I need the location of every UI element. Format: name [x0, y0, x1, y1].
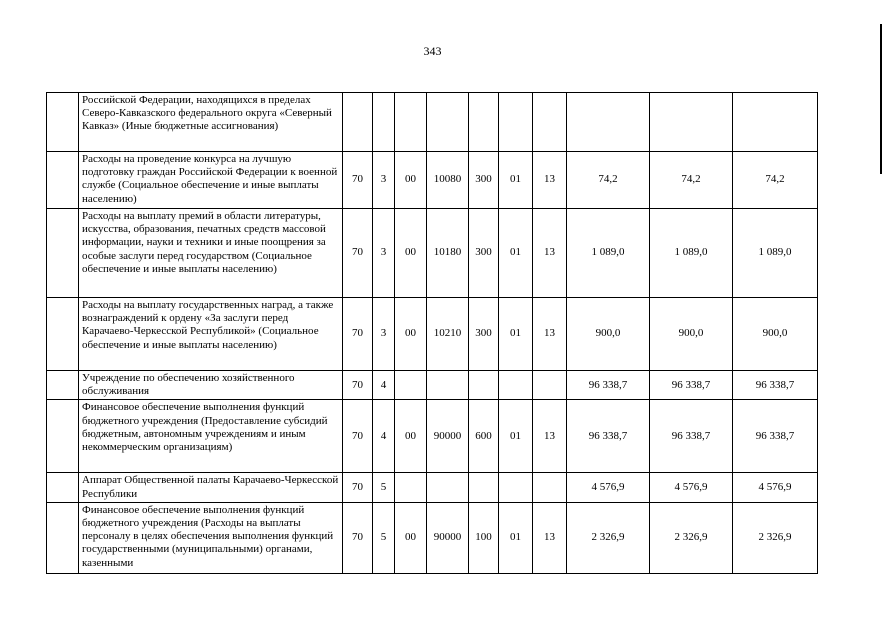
- amount-cell-v2: 96 338,7: [650, 371, 733, 400]
- row-name-cell: Финансовое обеспечение выполнения функций бюджетного учреждения (Расходы на выплаты персоналу в целях обеспечения выполнения функций государственными (муниципальными) органами, казенными: [79, 502, 343, 573]
- amount-cell-v2: [650, 93, 733, 152]
- row-number-cell: [47, 298, 79, 371]
- code-cell-c7: 13: [533, 400, 567, 473]
- amount-cell-v1: [567, 93, 650, 152]
- code-cell-c2: 3: [373, 152, 395, 209]
- code-cell-c1: 70: [343, 209, 373, 298]
- code-cell-c4: 90000: [427, 400, 469, 473]
- code-cell-c7: 13: [533, 502, 567, 573]
- amount-cell-v1: 96 338,7: [567, 400, 650, 473]
- code-cell-c6: 01: [499, 152, 533, 209]
- table-row: [47, 152, 818, 209]
- row-name-cell: Аппарат Общественной палаты Карачаево-Черкесской Республики: [79, 473, 343, 502]
- table-row: [47, 371, 818, 400]
- code-cell-c1: 70: [343, 152, 373, 209]
- row-number-cell: [47, 152, 79, 209]
- code-cell-c3: 00: [395, 152, 427, 209]
- amount-cell-v3: 4 576,9: [733, 473, 818, 502]
- code-cell-c5: 300: [469, 209, 499, 298]
- scan-edge-line: [880, 24, 882, 174]
- amount-cell-v1: 2 326,9: [567, 502, 650, 573]
- code-cell-c2: 4: [373, 400, 395, 473]
- table-row: [47, 298, 818, 371]
- amount-cell-v3: 96 338,7: [733, 371, 818, 400]
- code-cell-c2: [373, 93, 395, 152]
- code-cell-c5: [469, 371, 499, 400]
- amount-cell-v3: 900,0: [733, 298, 818, 371]
- code-cell-c3: [395, 473, 427, 502]
- code-cell-c7: 13: [533, 298, 567, 371]
- code-cell-c7: 13: [533, 152, 567, 209]
- row-number-cell: [47, 93, 79, 152]
- code-cell-c1: 70: [343, 473, 373, 502]
- code-cell-c7: 13: [533, 209, 567, 298]
- amount-cell-v2: 1 089,0: [650, 209, 733, 298]
- row-name-cell: Российской Федерации, находящихся в пределах Северо-Кавказского федерального округа «Северный Кавказ» (Иные бюджетные ассигнования): [79, 93, 343, 152]
- code-cell-c6: 01: [499, 400, 533, 473]
- table-row: [47, 502, 818, 573]
- amount-cell-v3: 74,2: [733, 152, 818, 209]
- code-cell-c3: 00: [395, 502, 427, 573]
- code-cell-c4: 10210: [427, 298, 469, 371]
- code-cell-c5: [469, 93, 499, 152]
- code-cell-c7: [533, 473, 567, 502]
- amount-cell-v1: 900,0: [567, 298, 650, 371]
- row-name-cell: Расходы на выплату государственных наград, а также вознаграждений к ордену «За заслуги перед Карачаево-Черкесской Республикой» (Социальное обеспечение и иные выплаты населению): [79, 298, 343, 371]
- row-name-cell: Расходы на выплату премий в области литературы, искусства, образования, печатных средств массовой информации, науки и техники и иные поощрения за особые заслуги перед государством (Социальное обеспечение и иные выплаты населению): [79, 209, 343, 298]
- amount-cell-v3: 1 089,0: [733, 209, 818, 298]
- code-cell-c6: 01: [499, 298, 533, 371]
- row-number-cell: [47, 400, 79, 473]
- row-number-cell: [47, 502, 79, 573]
- code-cell-c2: 5: [373, 502, 395, 573]
- code-cell-c6: [499, 371, 533, 400]
- code-cell-c3: [395, 93, 427, 152]
- amount-cell-v1: 4 576,9: [567, 473, 650, 502]
- code-cell-c5: 300: [469, 152, 499, 209]
- table-row: [47, 93, 818, 152]
- amount-cell-v2: 74,2: [650, 152, 733, 209]
- row-number-cell: [47, 209, 79, 298]
- code-cell-c5: 100: [469, 502, 499, 573]
- table-row: [47, 400, 818, 473]
- code-cell-c3: 00: [395, 400, 427, 473]
- code-cell-c2: 5: [373, 473, 395, 502]
- code-cell-c2: 3: [373, 298, 395, 371]
- code-cell-c4: [427, 473, 469, 502]
- code-cell-c7: [533, 371, 567, 400]
- code-cell-c1: [343, 93, 373, 152]
- code-cell-c4: 10080: [427, 152, 469, 209]
- code-cell-c5: 300: [469, 298, 499, 371]
- row-name-cell: Учреждение по обеспечению хозяйственного обслуживания: [79, 371, 343, 400]
- amount-cell-v3: 2 326,9: [733, 502, 818, 573]
- code-cell-c6: [499, 93, 533, 152]
- row-number-cell: [47, 473, 79, 502]
- code-cell-c4: 10180: [427, 209, 469, 298]
- amount-cell-v2: 4 576,9: [650, 473, 733, 502]
- amount-cell-v3: 96 338,7: [733, 400, 818, 473]
- table-row: [47, 473, 818, 502]
- code-cell-c4: 90000: [427, 502, 469, 573]
- row-name-cell: Расходы на проведение конкурса на лучшую подготовку граждан Российской Федерации к военной службе (Социальное обеспечение и иные выплаты населению): [79, 152, 343, 209]
- code-cell-c5: [469, 473, 499, 502]
- amount-cell-v1: 74,2: [567, 152, 650, 209]
- amount-cell-v2: 900,0: [650, 298, 733, 371]
- page-number: 343: [423, 44, 442, 58]
- amount-cell-v1: 96 338,7: [567, 371, 650, 400]
- code-cell-c1: 70: [343, 400, 373, 473]
- code-cell-c7: [533, 93, 567, 152]
- amount-cell-v2: 2 326,9: [650, 502, 733, 573]
- code-cell-c3: 00: [395, 209, 427, 298]
- amount-cell-v3: [733, 93, 818, 152]
- budget-table: [46, 92, 818, 574]
- amount-cell-v2: 96 338,7: [650, 400, 733, 473]
- amount-cell-v1: 1 089,0: [567, 209, 650, 298]
- row-number-cell: [47, 371, 79, 400]
- code-cell-c2: 3: [373, 209, 395, 298]
- code-cell-c6: [499, 473, 533, 502]
- row-name-cell: Финансовое обеспечение выполнения функций бюджетного учреждения (Предоставление субсидий бюджетным, автономным учреждениям и иным некоммерческим организациям): [79, 400, 343, 473]
- code-cell-c1: 70: [343, 371, 373, 400]
- code-cell-c6: 01: [499, 209, 533, 298]
- code-cell-c2: 4: [373, 371, 395, 400]
- code-cell-c6: 01: [499, 502, 533, 573]
- code-cell-c4: [427, 371, 469, 400]
- code-cell-c5: 600: [469, 400, 499, 473]
- budget-table-body: [47, 93, 818, 574]
- code-cell-c4: [427, 93, 469, 152]
- code-cell-c1: 70: [343, 502, 373, 573]
- code-cell-c1: 70: [343, 298, 373, 371]
- code-cell-c3: [395, 371, 427, 400]
- code-cell-c3: 00: [395, 298, 427, 371]
- table-row: [47, 209, 818, 298]
